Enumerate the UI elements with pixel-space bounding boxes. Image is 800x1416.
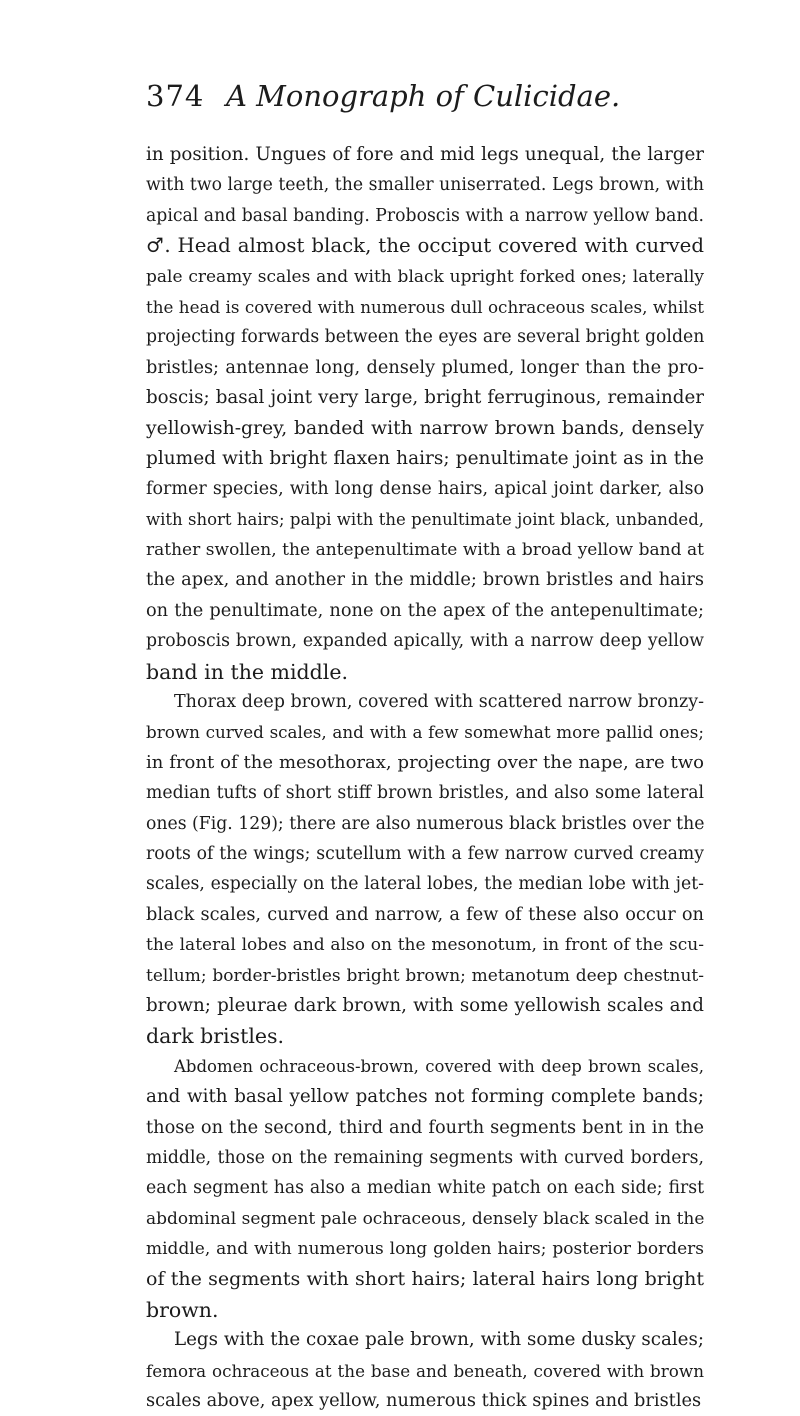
text-line: middle, and with numerous long golden hairs; posterior borders [146,1239,704,1260]
text-line: on the penultimate, none on the apex of the antepenultimate; [146,600,704,621]
text-line: the apex, and another in the middle; brown bristles and hairs [146,570,704,591]
paragraph [146,140,704,687]
text-line: Legs with the coxae pale brown, with some dusky scales; [174,1329,704,1351]
text-line: and with basal yellow patches not forming complete bands; [146,1086,704,1108]
text-line: rather swollen, the antepenultimate with a broad yellow band at [146,540,704,561]
text-line: each segment has also a median white patch on each side; first [146,1178,704,1199]
text-line: tellum; border-bristles bright brown; metanotum deep chestnut- [146,965,704,986]
text-line: Thorax deep brown, covered with scattered narrow bronzy- [174,692,704,713]
text-line: median tufts of short stiff brown bristles, and also some lateral [146,783,704,804]
text-line: projecting forwards between the eyes are several bright golden [146,327,705,348]
text-line: abdominal segment pale ochraceous, densely black scaled in the [146,1208,705,1229]
text-line: apical and basal banding. Proboscis with a narrow yellow band. [146,205,704,226]
text-line: with two large teeth, the smaller uniserrated. Legs brown, with [146,175,704,196]
text-line: of the segments with short hairs; lateral hairs long bright [146,1268,704,1291]
text-line: brown. [146,1297,219,1322]
text-line: dark bristles. [146,1024,285,1049]
text-line: plumed with bright flaxen hairs; penultimate joint as in the [146,447,704,469]
text-line: pale creamy scales and with black upright forked ones; laterally [146,266,704,287]
paragraph [146,1325,704,1416]
text-line: ♂. Head almost black, the occiput covered with curved [146,234,704,258]
text-line: brown; pleurae dark brown, with some yellowish scales and [146,994,704,1016]
text-line: yellowish-grey, banded with narrow brown bands, densely [146,417,704,439]
text-line: those on the second, third and fourth segments bent in in the [146,1117,704,1138]
text-line: scales above, apex yellow, numerous thick spines and bristles [146,1391,702,1412]
text-line: brown curved scales, and with a few somewhat more pallid ones; [146,722,704,743]
text-line: in position. Ungues of fore and mid legs unequal, the larger [146,144,704,165]
text-line: Abdomen ochraceous-brown, covered with deep brown scales, [174,1056,704,1076]
text-line: bristles; antennae long, densely plumed, longer than the pro- [146,357,704,378]
text-line: former species, with long dense hairs, apical joint darker, also [146,479,704,500]
text-line: femora ochraceous at the base and beneath, covered with brown [146,1360,704,1381]
text-line: in front of the mesothorax, projecting over the nape, are two [146,751,704,773]
text-line: with short hairs; palpi with the penultimate joint black, unbanded, [146,509,704,529]
text-line: band in the middle. [146,659,348,684]
running-title: A Monograph of Culicidae. [226,79,621,113]
body-text [146,140,704,1416]
paragraph [146,1052,704,1326]
text-line: scales, especially on the lateral lobes, the median lobe with jet- [146,874,704,895]
text-line: boscis; basal joint very large, bright ferruginous, remainder [146,387,704,409]
text-line: the lateral lobes and also on the mesonotum, in front of the scu- [146,935,704,956]
text-line: the head is covered with numerous dull ochraceous scales, whilst [146,296,704,317]
text-line: roots of the wings; scutellum with a few narrow curved creamy [146,843,704,864]
text-line: ones (Fig. 129); there are also numerous black bristles over the [146,813,705,834]
text-line: proboscis brown, expanded apically, with a narrow deep yellow [146,631,704,652]
page-number: 374 [146,79,205,113]
text-line: black scales, curved and narrow, a few of these also occur on [146,904,704,925]
running-head [146,76,706,116]
paragraph [146,687,704,1052]
text-line: middle, those on the remaining segments with curved borders, [146,1147,704,1168]
